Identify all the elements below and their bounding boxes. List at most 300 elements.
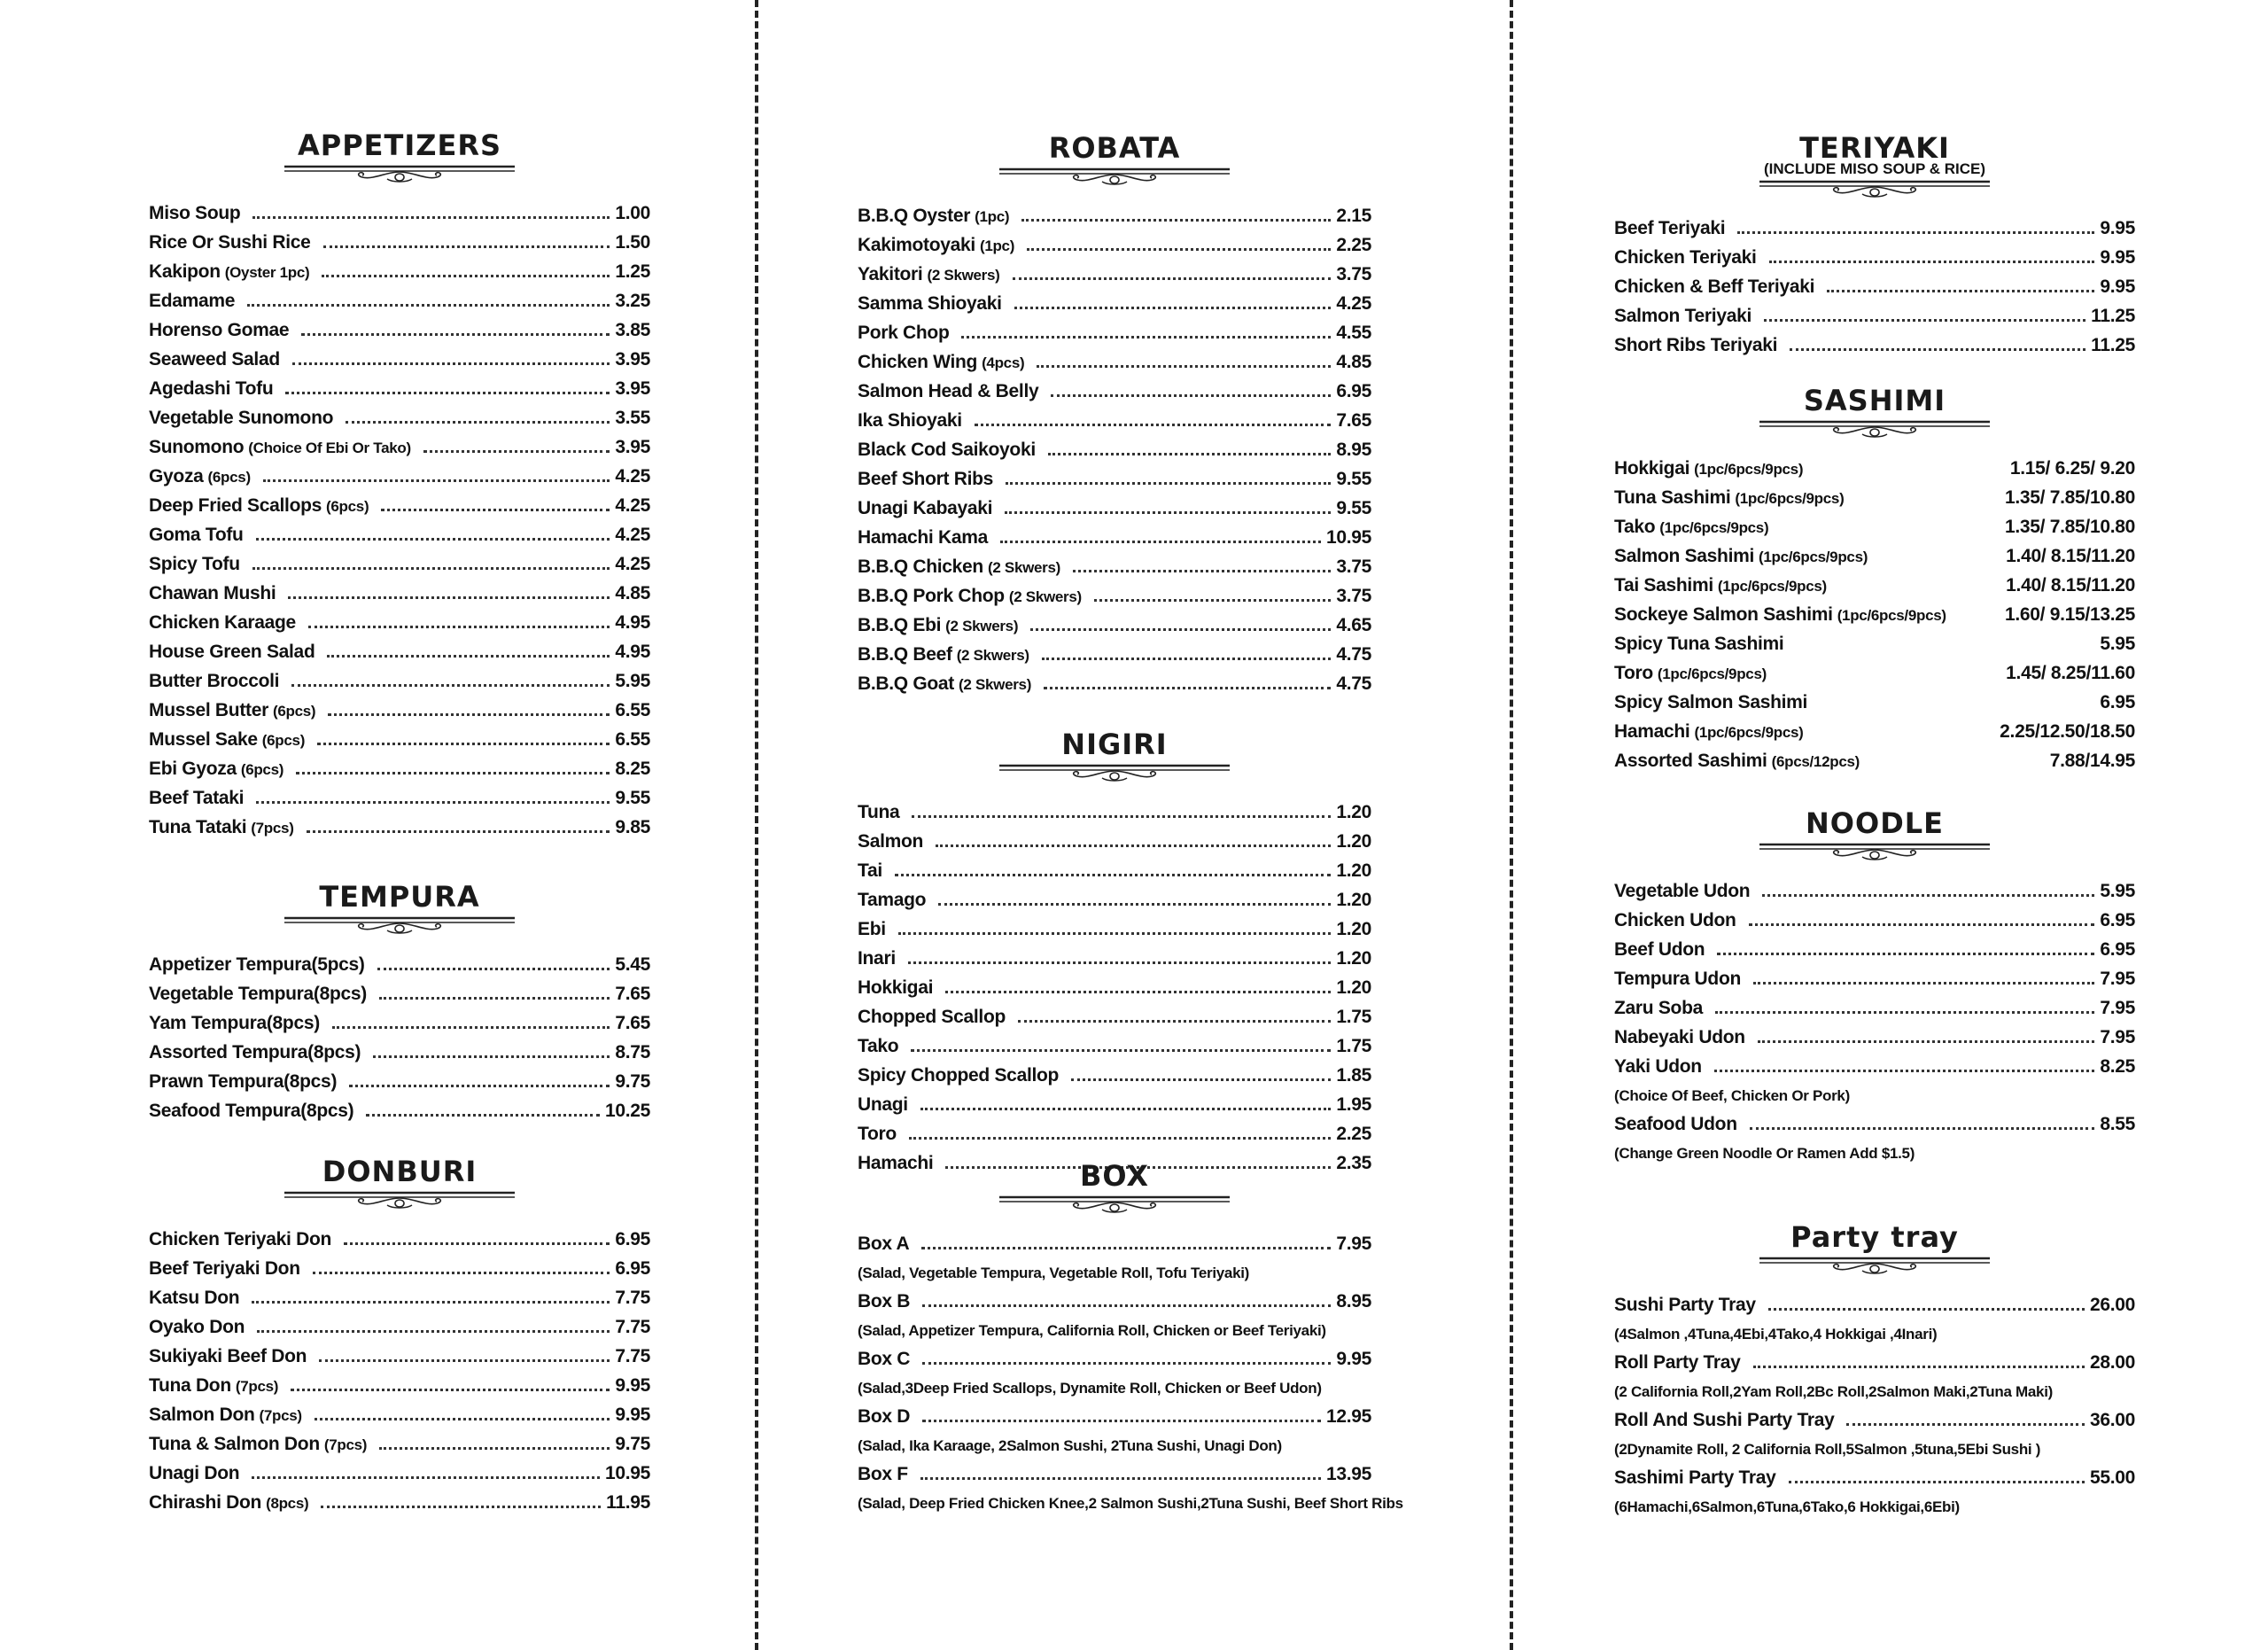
dot-leader <box>1051 394 1331 397</box>
menu-item <box>858 1065 1371 1094</box>
menu-item <box>858 293 1371 323</box>
menu-item-price: 3.75 <box>1336 556 1371 577</box>
menu-item <box>149 700 650 729</box>
menu-item <box>1614 663 2135 692</box>
menu-item-portion: (6pcs) <box>326 498 369 515</box>
menu-item <box>149 583 650 612</box>
dot-leader <box>291 1389 610 1391</box>
menu-item-portion: (6pcs) <box>272 703 316 720</box>
menu-item-name: Tuna & Salmon Don <box>149 1434 320 1454</box>
menu-item-portion: (Choice Of Ebi Or Tako) <box>248 440 411 456</box>
menu-item-name: Black Cod Saikoyoki <box>858 440 1036 460</box>
dot-leader <box>1737 231 2094 234</box>
menu-item-portion: (1pc/6pcs/9pcs) <box>1694 461 1804 478</box>
menu-item-price: 1.20 <box>1336 948 1371 969</box>
menu-item <box>149 642 650 671</box>
sashimi-section <box>1614 384 2135 780</box>
menu-item-price: 9.95 <box>2100 218 2135 238</box>
dot-leader <box>252 1301 610 1304</box>
menu-item-name: Beef Short Ribs <box>858 469 994 489</box>
menu-item-name: Box B <box>858 1291 911 1311</box>
menu-item-price: 3.85 <box>615 320 650 340</box>
menu-item-name: Assorted Sashimi <box>1614 751 1767 771</box>
menu-item <box>858 469 1371 498</box>
menu-item-list <box>858 206 1371 703</box>
dot-leader <box>945 991 1331 993</box>
menu-item-name: Tamago <box>858 890 927 910</box>
menu-item <box>858 673 1371 703</box>
menu-item-name: Oyako Don <box>149 1317 245 1337</box>
menu-item-price: 6.95 <box>615 1258 650 1279</box>
dot-leader <box>379 1447 610 1450</box>
menu-item <box>858 1124 1371 1153</box>
menu-item <box>1614 692 2135 721</box>
menu-item-name: Toro <box>1614 663 1653 683</box>
dot-leader <box>373 1055 610 1058</box>
menu-item-name: Salmon Don <box>149 1405 255 1425</box>
ornament-divider-icon <box>1758 179 1992 198</box>
menu-item-name: Chicken Udon <box>1614 910 1736 930</box>
menu-item-list <box>1614 881 2135 1171</box>
menu-item-portion: (1pc/6pcs/9pcs) <box>1657 665 1767 682</box>
dot-leader <box>961 336 1331 339</box>
menu-item-name: Pork Chop <box>858 323 950 343</box>
dot-leader <box>317 743 610 745</box>
teriyaki-section <box>1614 131 2135 364</box>
menu-item-name: Chirashi Don <box>149 1492 262 1513</box>
menu-item-description: (Salad, Appetizer Tempura, California Roll, Chicken or Beef Teriyaki) <box>858 1322 1326 1339</box>
dot-leader <box>252 567 610 570</box>
section-subtitle: (INCLUDE MISO SOUP & RICE) <box>1764 160 1985 177</box>
menu-item-price: 6.95 <box>615 1229 650 1249</box>
menu-item <box>1614 335 2135 364</box>
menu-item-name: Box F <box>858 1464 908 1484</box>
dot-leader <box>920 1108 1331 1110</box>
menu-item <box>858 860 1371 890</box>
ornament-divider-icon <box>998 763 1231 782</box>
menu-item <box>149 1288 650 1317</box>
dot-leader <box>366 1114 600 1117</box>
menu-item-name: Horenso Gomae <box>149 320 290 340</box>
menu-item <box>1614 276 2135 306</box>
menu-item <box>858 644 1371 673</box>
dot-leader <box>321 1506 601 1508</box>
menu-item-price: 1.75 <box>1336 1036 1371 1056</box>
menu-item-name: Unagi Kabayaki <box>858 498 993 518</box>
menu-item-name: Sockeye Salmon Sashimi <box>1614 604 1833 625</box>
menu-item <box>1614 1114 2135 1143</box>
menu-item-price: 1.50 <box>615 232 650 253</box>
dot-leader <box>1042 658 1332 660</box>
menu-item-name: Mussel Butter <box>149 700 268 720</box>
menu-item <box>149 1317 650 1346</box>
menu-item <box>858 890 1371 919</box>
dot-leader <box>1027 248 1331 251</box>
menu-item-description: (Salad, Ika Karaage, 2Salmon Sushi, 2Tuna Sushi, Unagi Don) <box>858 1437 1282 1454</box>
menu-item-price: 10.95 <box>1325 527 1371 548</box>
menu-item-price: 9.75 <box>615 1071 650 1092</box>
menu-item-list <box>858 1234 1403 1522</box>
dot-leader <box>327 655 610 658</box>
menu-item <box>149 1101 650 1130</box>
menu-item-price: 1.35/ 7.85/10.80 <box>2005 487 2135 508</box>
section-header <box>858 728 1371 782</box>
section-header <box>858 1159 1371 1214</box>
menu-item-price: 2.35 <box>1336 1153 1371 1173</box>
menu-item-portion: (2 Skwers) <box>959 676 1032 693</box>
menu-item-name: Box D <box>858 1406 911 1427</box>
dot-leader <box>1846 1423 2084 1426</box>
menu-item-name: B.B.Q Chicken <box>858 556 983 577</box>
menu-item-name: Tuna Sashimi <box>1614 487 1731 508</box>
dot-leader <box>1000 541 1321 543</box>
menu-item-name: Unagi <box>858 1094 908 1115</box>
dot-leader <box>1005 511 1331 514</box>
dot-leader <box>1827 290 2094 292</box>
menu-item-price: 6.95 <box>2100 910 2135 930</box>
menu-item-price: 8.25 <box>2100 1056 2135 1077</box>
ornament-divider-icon <box>1758 419 1992 439</box>
dot-leader <box>1048 453 1331 455</box>
menu-item-name: Box A <box>858 1234 910 1254</box>
menu-item <box>1614 1352 2135 1381</box>
menu-item-price: 6.95 <box>2100 692 2135 712</box>
dot-leader <box>252 1476 600 1479</box>
menu-item <box>149 729 650 759</box>
menu-item-price: 4.85 <box>615 583 650 603</box>
menu-item-name: Deep Fried Scallops <box>149 495 322 516</box>
menu-item-name: Roll And Sushi Party Tray <box>1614 1410 1835 1430</box>
dot-leader <box>911 1049 1331 1052</box>
menu-item-price: 7.75 <box>615 1317 650 1337</box>
dot-leader <box>252 216 610 219</box>
menu-item-portion: (4pcs) <box>982 354 1025 371</box>
menu-item <box>149 1042 650 1071</box>
menu-item-price: 28.00 <box>2089 1352 2135 1373</box>
menu-item <box>149 671 650 700</box>
ornament-divider-icon <box>998 1195 1231 1214</box>
section-title: TERIYAKI <box>1799 131 1950 165</box>
menu-item-portion: (Oyster 1pc) <box>224 264 310 281</box>
menu-item-name: Short Ribs Teriyaki <box>1614 335 1778 355</box>
dot-leader <box>1758 1040 2095 1043</box>
menu-item-price: 3.95 <box>615 437 650 457</box>
section-title: DONBURI <box>322 1155 478 1188</box>
menu-item-portion: (7pcs) <box>259 1407 302 1424</box>
menu-item-price: 9.55 <box>1336 469 1371 489</box>
dot-leader <box>1753 982 2094 985</box>
menu-item-portion: (6pcs/12pcs) <box>1771 753 1860 770</box>
menu-item-price: 2.25/12.50/18.50 <box>2000 721 2135 742</box>
dot-leader <box>1789 1481 2085 1483</box>
menu-item-description: (2Dynamite Roll, 2 California Roll,5Salmon ,5tuna,5Ebi Sushi ) <box>1614 1441 2041 1458</box>
menu-item <box>149 1492 650 1522</box>
menu-item-name: Sashimi Party Tray <box>1614 1467 1776 1488</box>
section-title: BOX <box>1079 1159 1150 1193</box>
menu-item-price: 13.95 <box>1325 1464 1371 1484</box>
dot-leader <box>1714 1070 2094 1072</box>
menu-item <box>149 554 650 583</box>
dot-leader <box>256 801 610 804</box>
menu-item <box>1614 1027 2135 1056</box>
tempura-section <box>149 880 650 1130</box>
menu-item-price: 2.25 <box>1336 1124 1371 1144</box>
menu-item-price: 6.95 <box>2100 939 2135 960</box>
menu-item <box>1614 998 2135 1027</box>
menu-item-price: 7.95 <box>2100 998 2135 1018</box>
menu-item-price: 1.45/ 8.25/11.60 <box>2006 663 2135 683</box>
menu-item-portion: (1pc/6pcs/9pcs) <box>1735 490 1845 507</box>
dot-leader <box>332 1026 610 1029</box>
menu-item-name: Tako <box>1614 517 1656 537</box>
dot-leader <box>379 997 610 1000</box>
section-title: TEMPURA <box>319 880 480 914</box>
section-title: Party tray <box>1790 1220 1959 1254</box>
menu-item <box>149 1463 650 1492</box>
dot-leader <box>291 684 610 687</box>
menu-item-name: Goma Tofu <box>149 525 244 545</box>
menu-item <box>858 1349 1371 1378</box>
menu-item <box>149 788 650 817</box>
menu-item <box>1614 634 2135 663</box>
dot-leader <box>292 362 610 365</box>
menu-item <box>149 495 650 525</box>
menu-item-price: 1.20 <box>1336 831 1371 852</box>
menu-item-name: Chicken Wing <box>858 352 978 372</box>
menu-item-name: Sukiyaki Beef Don <box>149 1346 307 1366</box>
menu-item-price: 1.20 <box>1336 802 1371 822</box>
menu-item <box>858 1007 1371 1036</box>
menu-item-name: Spicy Salmon Sashimi <box>1614 692 1808 712</box>
menu-item-price: 11.95 <box>606 1492 650 1513</box>
dot-leader <box>247 304 610 307</box>
dot-leader <box>1753 1366 2085 1368</box>
menu-item-portion: (2 Skwers) <box>945 618 1019 634</box>
menu-item-price: 11.25 <box>2091 306 2135 326</box>
menu-item-name: Spicy Tofu <box>149 554 240 574</box>
menu-item <box>858 410 1371 440</box>
menu-item-price: 4.65 <box>1336 615 1371 635</box>
dot-leader <box>938 903 1331 906</box>
menu-item-name: Salmon Sashimi <box>1614 546 1755 566</box>
menu-item-price: 9.95 <box>1336 1349 1371 1369</box>
section-header <box>1614 384 2135 439</box>
menu-item-name: House Green Salad <box>149 642 315 662</box>
menu-item <box>858 919 1371 948</box>
menu-item-price: 4.75 <box>1336 673 1371 694</box>
noodle-section <box>1614 806 2135 1171</box>
menu-item <box>149 525 650 554</box>
menu-item <box>149 1258 650 1288</box>
menu-item-name: Hokkigai <box>1614 458 1690 479</box>
menu-item <box>858 586 1371 615</box>
menu-item-price: 10.25 <box>604 1101 650 1121</box>
menu-item-name: Beef Udon <box>1614 939 1705 960</box>
menu-item-name: Edamame <box>149 291 236 311</box>
menu-item-name: Kakimotoyaki <box>858 235 975 255</box>
menu-item-price: 7.65 <box>1336 410 1371 431</box>
menu-item-price: 4.95 <box>615 612 650 633</box>
menu-item <box>1614 306 2135 335</box>
menu-item-name: Prawn Tempura(8pcs) <box>149 1071 338 1092</box>
menu-item <box>149 232 650 261</box>
menu-item <box>149 1071 650 1101</box>
menu-item-name: Salmon Teriyaki <box>1614 306 1752 326</box>
dot-leader <box>922 1420 1321 1422</box>
menu-item-price: 7.95 <box>1336 1234 1371 1254</box>
menu-item-price: 5.95 <box>615 671 650 691</box>
section-header <box>1614 1220 2135 1275</box>
menu-item-name: Hamachi <box>1614 721 1690 742</box>
menu-item <box>149 1405 650 1434</box>
menu-item-price: 1.40/ 8.15/11.20 <box>2006 546 2135 566</box>
section-title: NOODLE <box>1806 806 1944 840</box>
menu-item-price: 7.75 <box>615 1288 650 1308</box>
dot-leader <box>296 772 610 774</box>
dot-leader <box>1717 953 2094 955</box>
dot-leader <box>301 333 610 336</box>
menu-item-price: 55.00 <box>2089 1467 2135 1488</box>
menu-item-name: Tuna Don <box>149 1375 231 1396</box>
menu-item-name: Rice Or Sushi Rice <box>149 232 311 253</box>
menu-item-portion: (1pc) <box>979 237 1015 254</box>
ornament-divider-icon <box>283 915 517 935</box>
dot-leader <box>322 275 610 277</box>
menu-item-price: 4.25 <box>615 466 650 486</box>
menu-item-portion: (8pcs) <box>266 1495 309 1512</box>
dot-leader <box>257 1330 610 1333</box>
section-header <box>149 1155 650 1210</box>
menu-item <box>149 1434 650 1463</box>
menu-item-portion: (7pcs) <box>323 1436 368 1453</box>
menu-item-price: 26.00 <box>2089 1295 2135 1315</box>
menu-item <box>1614 1295 2135 1324</box>
section-header <box>149 880 650 935</box>
menu-item-price: 8.55 <box>2100 1114 2135 1134</box>
menu-item-list <box>149 954 650 1130</box>
menu-item-name: Hamachi <box>858 1153 934 1173</box>
menu-item <box>858 235 1371 264</box>
menu-item-price: 9.75 <box>615 1434 650 1454</box>
menu-item-name: Vegetable Udon <box>1614 881 1751 901</box>
dot-leader <box>936 844 1331 847</box>
menu-item-price: 4.25 <box>615 525 650 545</box>
menu-item <box>149 1346 650 1375</box>
menu-item <box>149 1375 650 1405</box>
menu-item-name: Spicy Tuna Sashimi <box>1614 634 1784 654</box>
menu-item-name: Beef Tataki <box>149 788 245 808</box>
menu-item <box>1614 721 2135 751</box>
menu-item-price: 4.95 <box>615 642 650 662</box>
menu-item <box>858 498 1371 527</box>
menu-item-price: 4.55 <box>1336 323 1371 343</box>
menu-item-price: 9.95 <box>2100 276 2135 297</box>
menu-item-description: (Change Green Noodle Or Ramen Add $1.5) <box>1614 1145 1915 1162</box>
menu-item <box>858 206 1371 235</box>
menu-item-portion: (7pcs) <box>235 1378 279 1395</box>
menu-item-price: 1.20 <box>1336 890 1371 910</box>
menu-item-price: 5.95 <box>2100 881 2135 901</box>
menu-item-price: 4.25 <box>1336 293 1371 314</box>
menu-item-price: 6.55 <box>615 700 650 720</box>
dot-leader <box>313 1272 610 1274</box>
menu-item-portion: (7pcs) <box>251 820 294 837</box>
menu-item-price: 7.95 <box>2100 1027 2135 1047</box>
dot-leader <box>319 1359 610 1362</box>
menu-item-price: 2.15 <box>1336 206 1371 226</box>
menu-item-name: Nabeyaki Udon <box>1614 1027 1745 1047</box>
menu-item-name: Tako <box>858 1036 899 1056</box>
dot-leader <box>921 1247 1331 1249</box>
nigiri-section <box>858 728 1371 1182</box>
menu-item-price: 1.35/ 7.85/10.80 <box>2005 517 2135 537</box>
menu-item-price: 8.25 <box>615 759 650 779</box>
menu-item-price: 3.75 <box>1336 264 1371 284</box>
dot-leader <box>288 596 610 599</box>
dot-leader <box>1030 628 1331 631</box>
menu-item-description: (Salad, Deep Fried Chicken Knee,2 Salmon Sushi,2Tuna Sushi, Beef Short Ribs <box>858 1495 1403 1512</box>
menu-item-name: Tuna Tataki <box>149 817 247 837</box>
box-section <box>858 1159 1403 1522</box>
menu-item-name: Roll Party Tray <box>1614 1352 1741 1373</box>
section-header <box>1614 806 2135 861</box>
menu-item-portion: (1pc/6pcs/9pcs) <box>1759 549 1868 565</box>
menu-item-price: 5.95 <box>2100 634 2135 654</box>
robata-section <box>858 131 1371 703</box>
menu-item-price: 9.55 <box>1336 498 1371 518</box>
menu-item-portion: (2 Skwers) <box>987 559 1061 576</box>
menu-item <box>149 1229 650 1258</box>
menu-item <box>149 349 650 378</box>
menu-item-name: Kakipon <box>149 261 221 282</box>
menu-item-name: Chawan Mushi <box>149 583 276 603</box>
column-divider-left <box>755 0 758 1650</box>
menu-item-name: Unagi Don <box>149 1463 240 1483</box>
menu-item-name: Sunomono <box>149 437 245 457</box>
menu-item <box>1614 1056 2135 1086</box>
menu-item-name: Ika Shioyaki <box>858 410 962 431</box>
menu-item-price: 1.15/ 6.25/ 9.20 <box>2009 458 2135 479</box>
dot-leader <box>346 421 610 424</box>
menu-item-price: 9.95 <box>615 1405 650 1425</box>
menu-item-price: 7.95 <box>2100 969 2135 989</box>
menu-item-price: 36.00 <box>2089 1410 2135 1430</box>
menu-item-name: Assorted Tempura(8pcs) <box>149 1042 361 1062</box>
menu-item <box>149 759 650 788</box>
menu-item <box>858 831 1371 860</box>
menu-item-name: B.B.Q Goat <box>858 673 955 694</box>
menu-item-list <box>149 1229 650 1522</box>
menu-item <box>149 261 650 291</box>
menu-item <box>149 437 650 466</box>
dot-leader <box>898 932 1332 935</box>
dot-leader <box>1715 1011 2094 1014</box>
menu-item-price: 4.25 <box>615 495 650 516</box>
appetizers-section <box>149 128 650 846</box>
dot-leader <box>1769 261 2095 263</box>
menu-item-price: 8.75 <box>615 1042 650 1062</box>
menu-item-list <box>1614 218 2135 364</box>
menu-item-price: 1.20 <box>1336 860 1371 881</box>
menu-item <box>1614 1410 2135 1439</box>
menu-item <box>149 612 650 642</box>
menu-item-price: 1.85 <box>1336 1065 1371 1086</box>
ornament-divider-icon <box>1758 1256 1992 1275</box>
menu-item-name: Chopped Scallop <box>858 1007 1006 1027</box>
section-title: APPETIZERS <box>297 128 501 162</box>
menu-item-name: Tempura Udon <box>1614 969 1742 989</box>
menu-item-price: 1.20 <box>1336 977 1371 998</box>
